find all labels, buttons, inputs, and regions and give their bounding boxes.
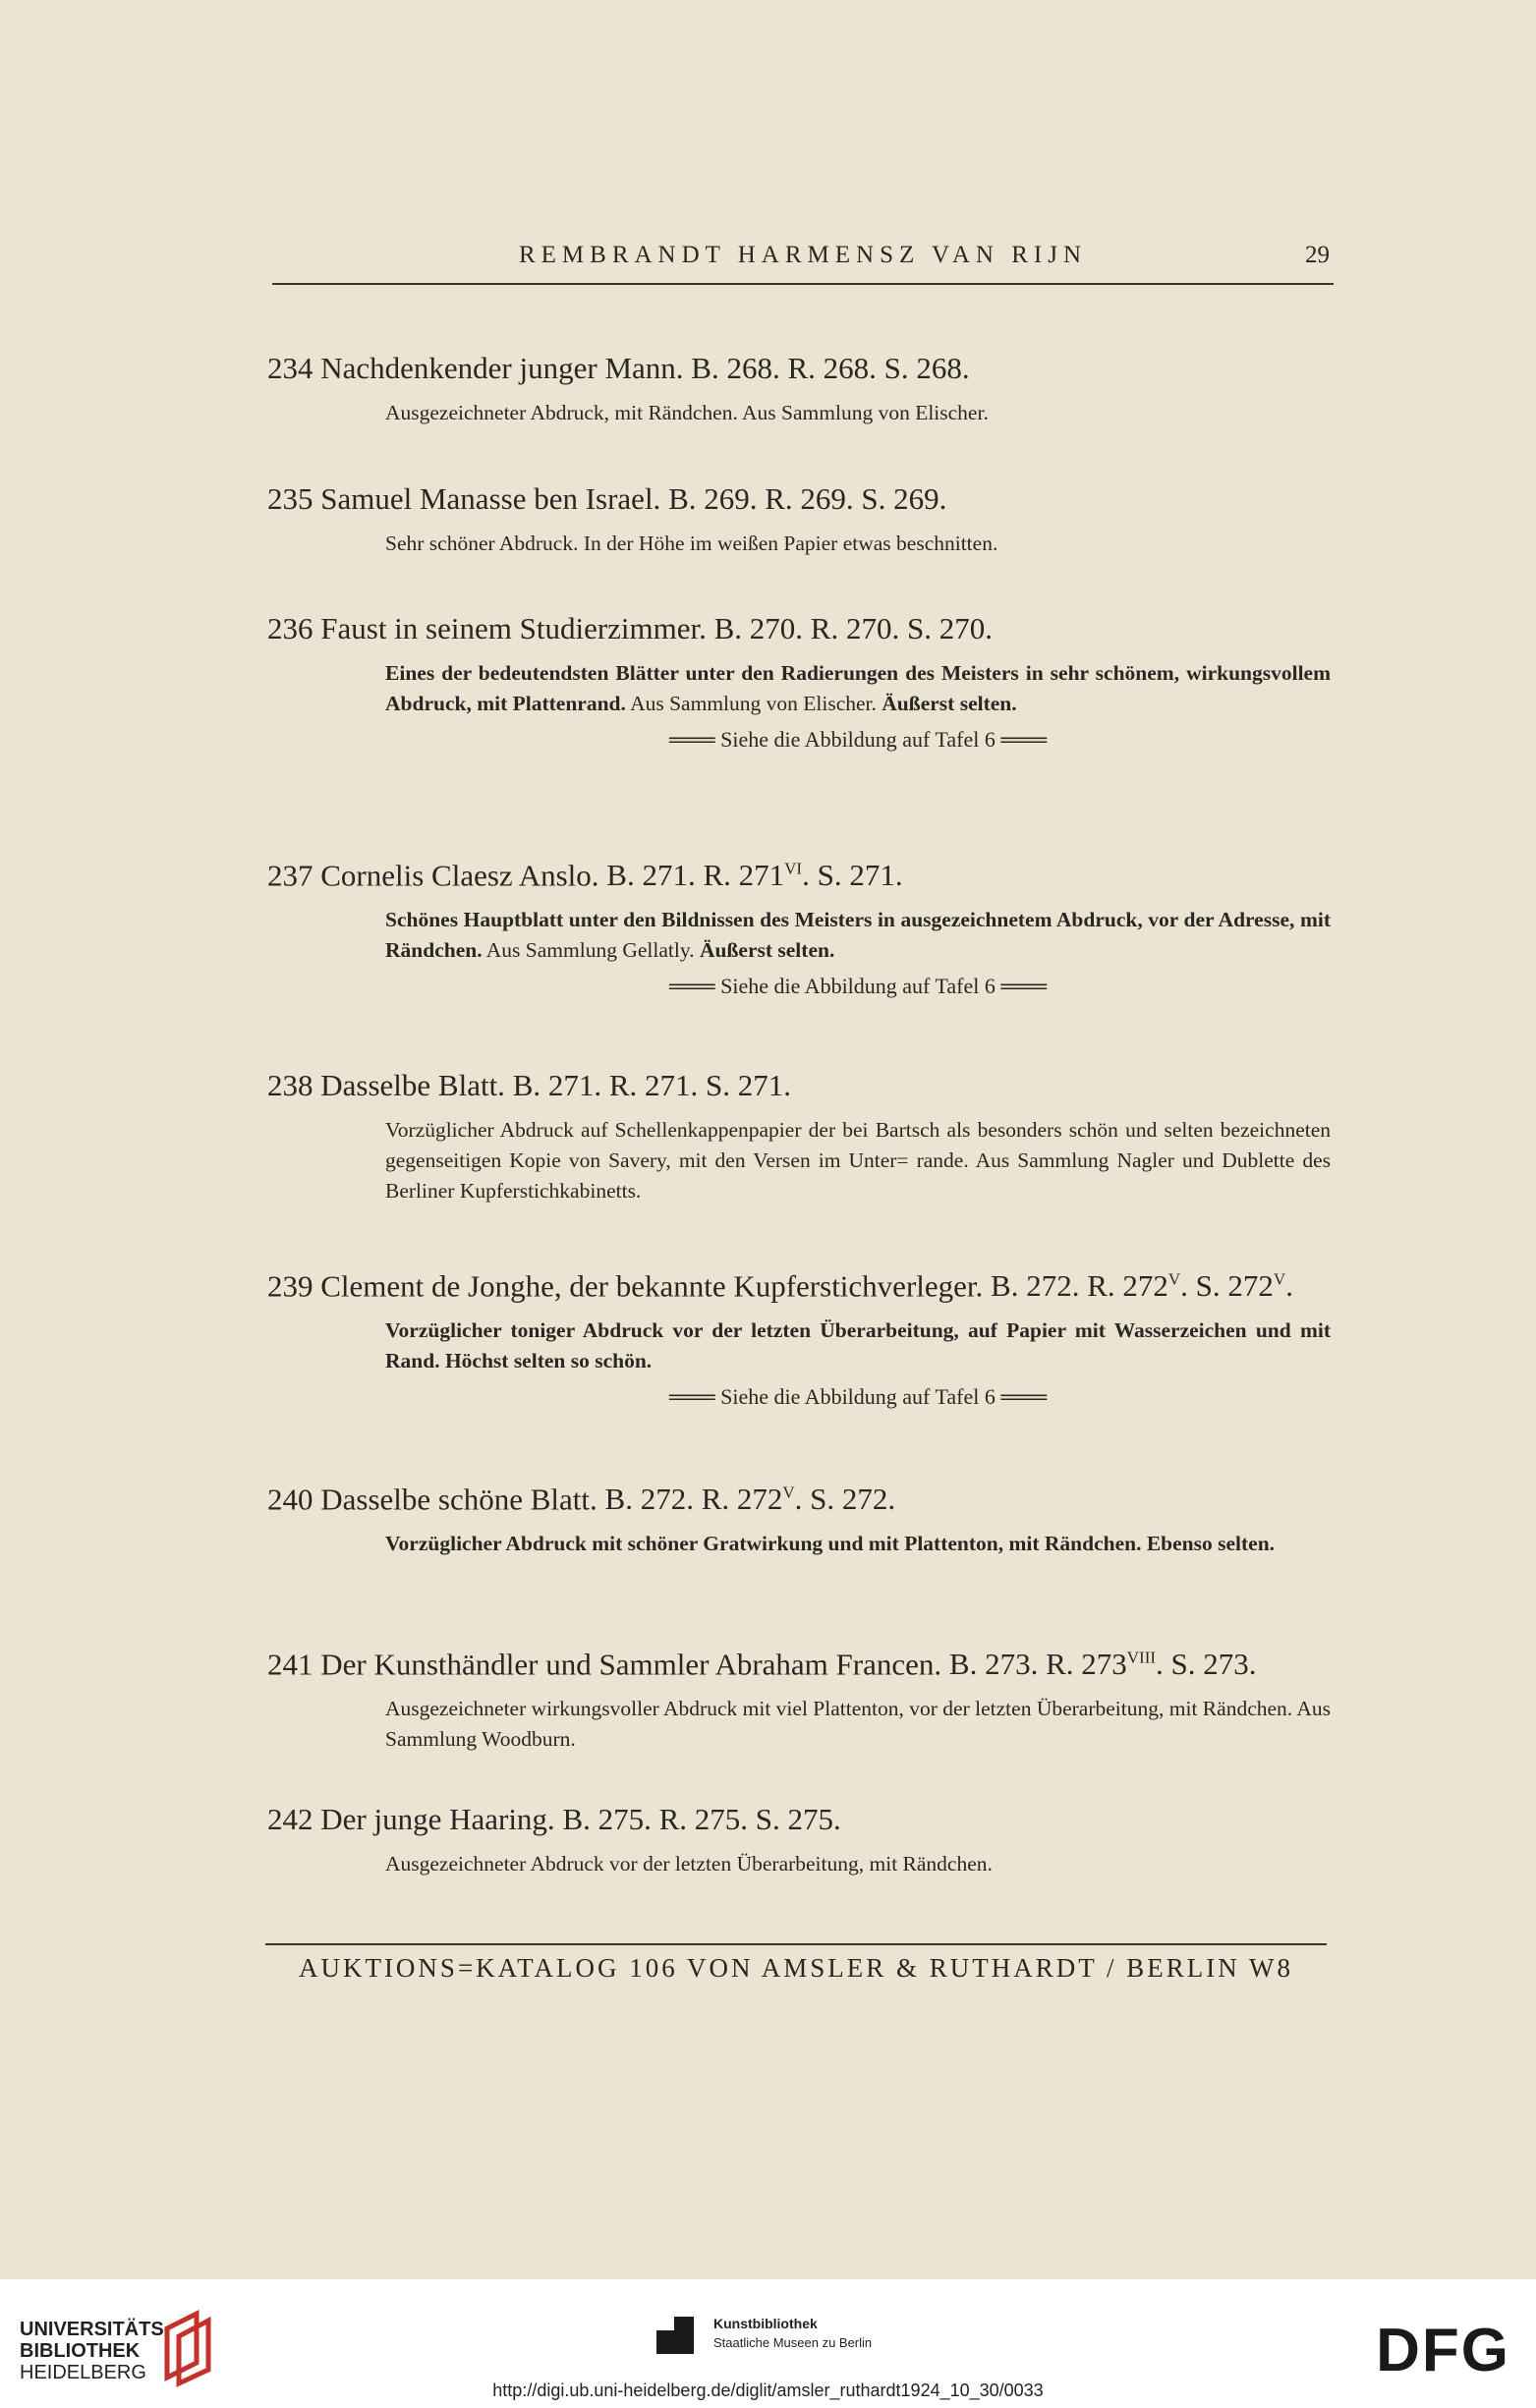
page-number: 29 bbox=[1305, 242, 1330, 268]
entry-number: 237 bbox=[267, 858, 313, 893]
entry-refs: B. 275. R. 275. S. 275. bbox=[562, 1802, 841, 1836]
entry-heading bbox=[267, 1260, 1331, 1306]
entry-refs: B. 273. R. $273^{VIII}$. S. 273. bbox=[948, 1647, 1257, 1682]
catalog-entry bbox=[267, 349, 1331, 428]
entry-refs: B. 271. R. 271. S. 271. bbox=[512, 1068, 792, 1102]
entry-rarity: Äußerst selten. bbox=[882, 692, 1017, 715]
entry-description: Ausgezeichneter wirkungsvoller Abdruck mit viel Plattenton, vor der letzten Überarbeitung, mit Rändchen. Aus Sammlung Woodburn. bbox=[385, 1697, 1331, 1752]
entry-heading bbox=[267, 1474, 1331, 1519]
entry-title: Dasselbe schöne Blatt. bbox=[320, 1482, 597, 1517]
entry-number: 234 bbox=[267, 351, 313, 385]
entry-refs: B. 272. R. $272^V$. S. $272^V$. bbox=[991, 1268, 1293, 1304]
permalink-url[interactable]: http://digi.ub.uni-heidelberg.de/diglit/amsler_ruthardt1924_10_30/0033 bbox=[492, 2380, 1044, 2400]
viewer-footer-bar bbox=[0, 2279, 1536, 2408]
entry-number: 236 bbox=[267, 611, 313, 645]
entry-refs: B. 271. R. $271^{VI}$. S. 271. bbox=[606, 858, 903, 893]
plate-reference: ═══ Siehe die Abbildung auf Tafel 6 ═══ bbox=[668, 974, 1048, 999]
entry-heading bbox=[267, 1800, 1331, 1839]
catalog-entry bbox=[267, 850, 1331, 999]
entry-number: 241 bbox=[267, 1647, 313, 1682]
entry-provenance: Aus Sammlung Gellatly. bbox=[485, 938, 695, 963]
catalog-entry bbox=[267, 1260, 1331, 1410]
entry-description: Ausgezeichneter Abdruck vor der letzten Überarbeitung, mit Rändchen. bbox=[385, 1852, 993, 1876]
entry-description bbox=[385, 905, 1331, 966]
entry-description: Vorzüglicher Abdruck mit schöner Gratwirkung und mit Plattenton, mit Rändchen. Ebenso selten. bbox=[385, 1532, 1276, 1556]
catalog-entry bbox=[267, 609, 1331, 753]
dfg-logo[interactable]: DFG bbox=[1376, 2317, 1510, 2384]
entry-number: 242 bbox=[267, 1802, 313, 1836]
entry-heading bbox=[267, 1639, 1331, 1684]
catalog-entry bbox=[267, 1066, 1331, 1206]
entry-number: 238 bbox=[267, 1068, 313, 1102]
entry-number: 240 bbox=[267, 1482, 313, 1517]
entry-description-bold: Eines der bedeutendsten Blätter unter den Radierungen des Meisters in sehr schönem, wirkungsvollem Abdruck, mit Plattenrand. bbox=[385, 661, 1331, 715]
entry-description-bold: Schönes Hauptblatt unter den Bildnissen des Meisters in ausgezeichnetem Abdruck, vor der Adresse, mit Rändchen. bbox=[385, 908, 1331, 963]
entry-title: Clement de Jonghe, der bekannte Kupferstichverleger. bbox=[320, 1268, 984, 1304]
entry-refs: B. 269. R. 269. S. 269. bbox=[668, 481, 947, 516]
ub-book-icon bbox=[157, 2309, 216, 2387]
entry-description: Ausgezeichneter Abdruck, mit Rändchen. Aus Sammlung von Elischer. bbox=[385, 401, 989, 424]
kunstbibliothek-icon bbox=[656, 2317, 694, 2354]
entry-refs: B. 272. R. $272^V$. S. 272. bbox=[604, 1482, 896, 1517]
catalog-entry bbox=[267, 1800, 1331, 1879]
catalog-entry bbox=[267, 1639, 1331, 1755]
entry-title: Faust in seinem Studierzimmer. bbox=[320, 611, 707, 645]
kb-name: Kunstbibliothek bbox=[713, 2316, 818, 2331]
entry-description: Vorzüglicher toniger Abdruck vor der letzten Überarbeitung, auf Papier mit Wasserzeichen und mit Rand. Höchst selten so schön. bbox=[385, 1318, 1331, 1373]
entry-heading bbox=[267, 479, 1331, 519]
entry-heading bbox=[267, 850, 1331, 895]
university-library-logo[interactable]: UNIVERSITÄTS- BIBLIOTHEK HEIDELBERG bbox=[20, 2319, 171, 2383]
entry-title: Nachdenkender junger Mann. bbox=[320, 351, 684, 385]
entry-title: Der Kunsthändler und Sammler Abraham Francen. bbox=[320, 1647, 942, 1682]
entry-title: Cornelis Claesz Anslo. bbox=[320, 858, 599, 893]
entry-refs: B. 270. R. 270. S. 270. bbox=[713, 611, 993, 645]
entry-heading bbox=[267, 609, 1331, 648]
kb-subtitle: Staatliche Museen zu Berlin bbox=[713, 2335, 873, 2350]
entry-provenance: Aus Sammlung von Elischer. bbox=[630, 692, 877, 715]
entry-heading bbox=[267, 349, 1331, 388]
entry-refs: B. 268. R. 268. S. 268. bbox=[691, 351, 970, 385]
entry-title: Der junge Haaring. bbox=[320, 1802, 555, 1836]
entry-number: 239 bbox=[267, 1268, 313, 1304]
entry-heading bbox=[267, 1066, 1331, 1105]
plate-reference: ═══ Siehe die Abbildung auf Tafel 6 ═══ bbox=[668, 727, 1048, 752]
entry-description: Sehr schöner Abdruck. In der Höhe im weißen Papier etwas beschnitten. bbox=[385, 532, 998, 555]
plate-reference: ═══ Siehe die Abbildung auf Tafel 6 ═══ bbox=[668, 1384, 1048, 1410]
entry-description bbox=[385, 658, 1331, 719]
running-header bbox=[272, 240, 1334, 285]
catalog-entry bbox=[267, 1474, 1331, 1559]
entry-description: Vorzüglicher Abdruck auf Schellenkappenpapier der bei Bartsch als besonders schön und selten bezeichneten gegenseitigen Kopie von Savery, mit den Versen im Unter= rande. Aus Sammlung Nagler und Dublette des Berliner Kupferstichkabinetts. bbox=[385, 1118, 1331, 1203]
catalog-entry bbox=[267, 479, 1331, 559]
catalog-footer: AUKTIONS=KATALOG 106 VON AMSLER & RUTHARDT / BERLIN W8 bbox=[265, 1943, 1327, 1984]
running-header-title: REMBRANDT HARMENSZ VAN RIJN bbox=[518, 242, 1088, 268]
entry-rarity: Äußerst selten. bbox=[699, 938, 835, 963]
entry-title: Samuel Manasse ben Israel. bbox=[320, 481, 661, 516]
entry-number: 235 bbox=[267, 481, 313, 516]
entry-title: Dasselbe Blatt. bbox=[320, 1068, 505, 1102]
